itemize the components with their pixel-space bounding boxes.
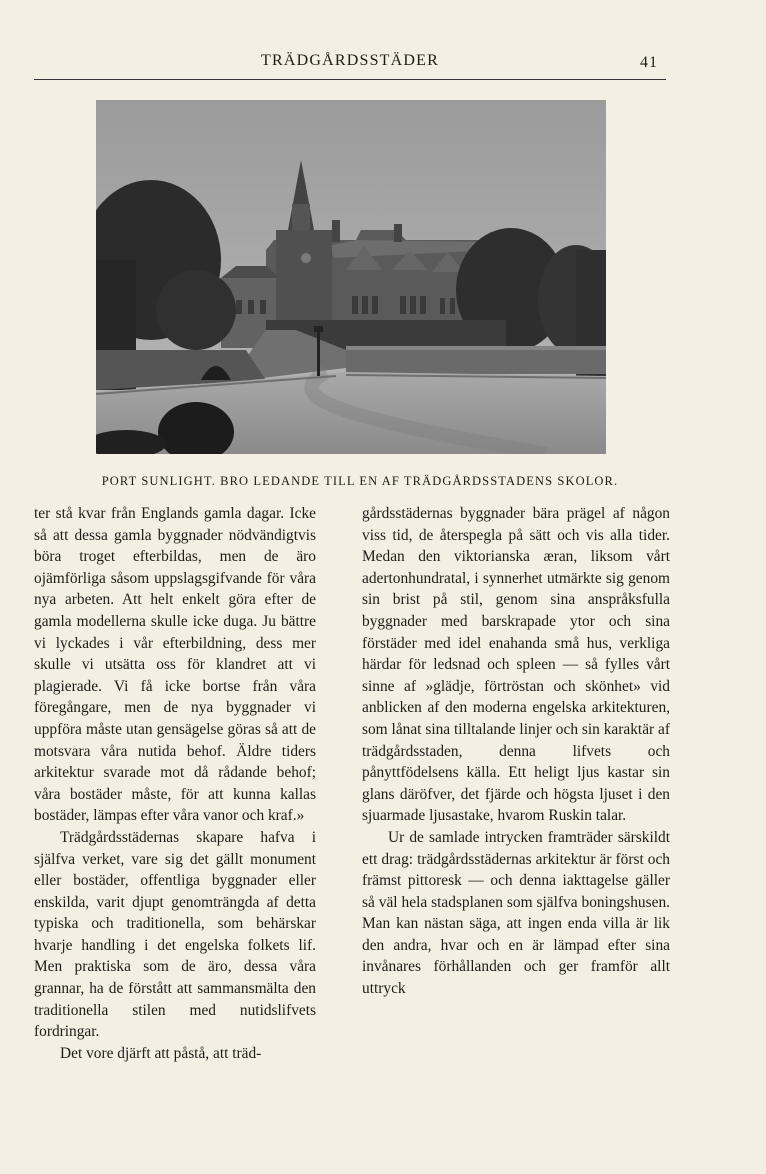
figure-caption: PORT SUNLIGHT. BRO LEDANDE TILL EN AF TRÄDGÅRDSSTADENS SKOLOR. — [101, 474, 619, 488]
page-number: 41 — [640, 54, 658, 71]
photograph-port-sunlight-bridge — [96, 100, 606, 454]
header-rule — [34, 79, 666, 80]
paragraph: gårdsstädernas byggnader bära prägel af någon viss tid, de återspegla på sätt och vis alla tider. Medan den viktorianska æran, liksom vårt adertonhundratal, i synnerhet utmärkte sig genom sin brist på stil, genom sina anspråksfulla byggnader med barskrapade ytor och sina förstäder med idel enahanda små hus, verkliga härdar för ledsnad och spleen — så fylles vårt sinne af »glädje, förtröstan och skönhet» vid anblicken af den moderna engelska arkitekturen, som lånat sina tilltalande linjer och sin karaktär af trädgårdsstaden, denna lifvets och pånyttfödelsens källa. Ett heligt ljus kastar sin glans däröfver, det fjärde och högsta ljuset i den sjuarmade ljusastake, hvarom Ruskin talar. — [362, 505, 670, 825]
paragraph: Det vore djärft att påstå, att träd- — [60, 1044, 262, 1062]
text-column-left — [34, 503, 316, 1064]
photo-illustration — [96, 100, 606, 454]
paragraph: Ur de samlade intrycken framträder särskildt ett drag: trädgårdsstädernas arkitektur är först och främst pittoresk — och denna iakttagelse gäller så väl hela stadsplanen som själfva boningshusen. Man kan nästan säga, att ingen enda villa är lik den andra, hvar och en är lämpad efter sina invånares förhållanden och ger framför allt uttryck — [362, 828, 670, 998]
paragraph: Trädgårdsstädernas skapare hafva i själfva verket, vare sig det gällt monument eller bostäder, offentliga byggnader eller enskilda, varit djupt genomträngda af detta typiska och traditionella, som behärskar hvarje handling i det engelska folkets lif. Men praktiska som de äro, dessa våra grannar, ha de förstått att sammansmälta den traditionella stilen med nutidslifvets fordringar. — [34, 828, 316, 1041]
text-column-right — [362, 503, 670, 1000]
paragraph: ter stå kvar från Englands gamla dagar. Icke så att dessa gamla byggnader nödvändigtvis böra troget efterbildas, men de äro ojämförliga såsom uppslagsgifvande för våra nya arbeten. Att helt enkelt göra efter de gamla modellerna skulle icke duga. Ju bättre vi lyckades i vår efterbildning, dess mer skulle vi utsätta oss för klandret att vi plagierade. Vi få icke bortse från våra föregångare, men de nya byggnader vi uppföra måste utan gensägelse göras så att de motsvara våra nutida behof. Äldre tiders arkitektur svarade mot då rådande behof; våra bostäder måste, för att kunna kallas bostäder, lämpas efter våra vanor och kraf.» — [34, 505, 316, 825]
running-header-title: TRÄDGÅRDSSTÄDER — [260, 52, 439, 69]
